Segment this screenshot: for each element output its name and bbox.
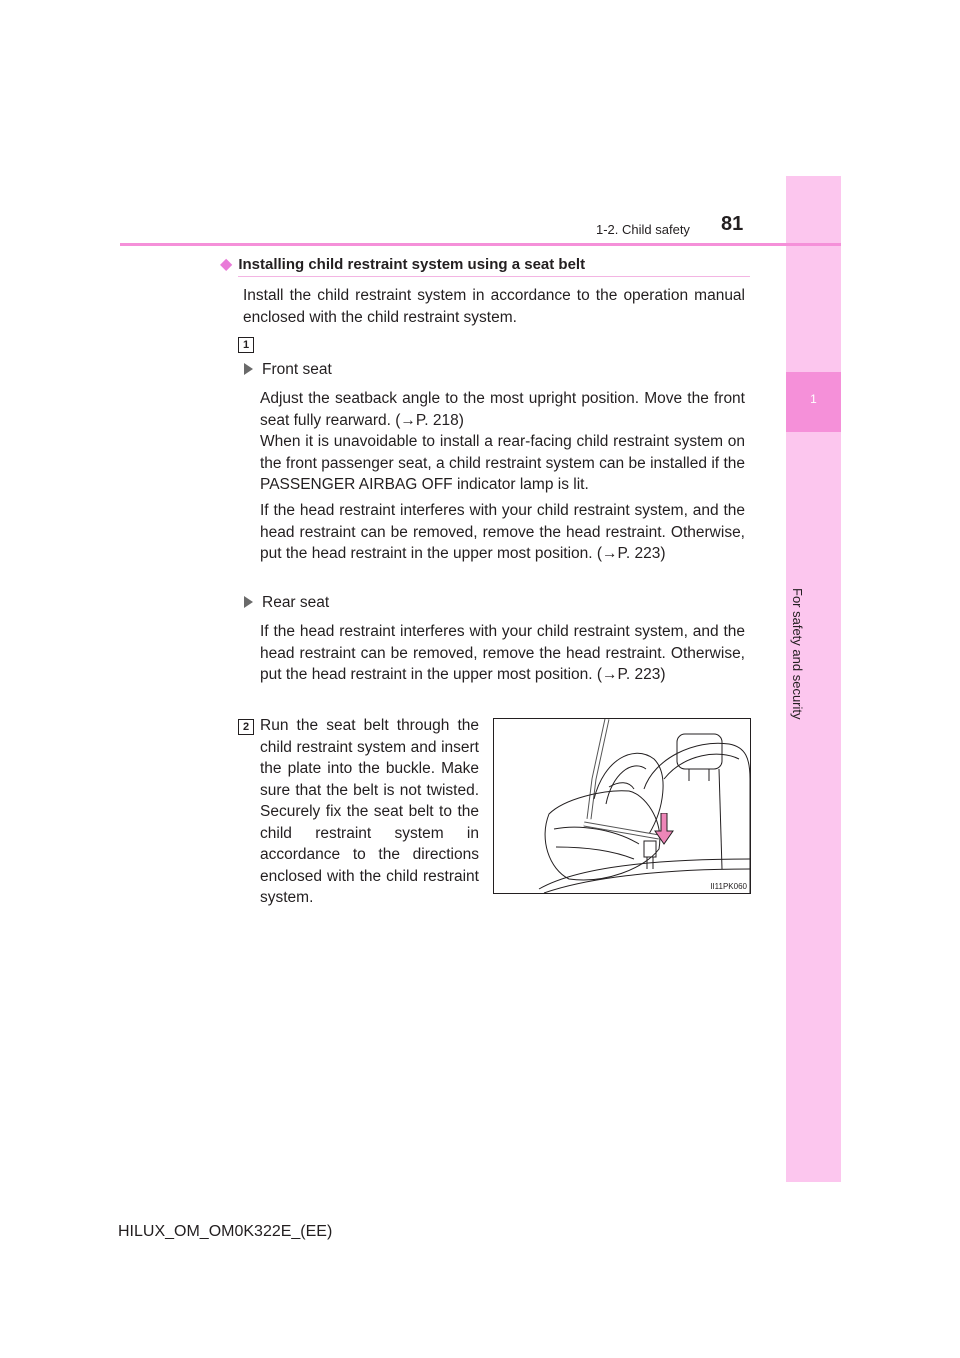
footer-document-code: HILUX_OM_OM0K322E_(EE) <box>118 1223 333 1240</box>
child-seat-drawing <box>494 719 750 893</box>
front-seat-paragraph-2: If the head restraint interferes with your child restraint system, and the head restraint can be removed, remove the head restraint. Otherwise, put the head restraint in the upper most position. (→P. 223) <box>260 502 745 562</box>
front-seat-paragraph-1b: When it is unavoidable to install a rear-facing child restraint system on the front passenger seat, a child restraint system can be installed if the PASSENGER AIRBAG OFF indicator lamp is lit. <box>260 433 745 493</box>
down-arrow-icon <box>654 813 674 845</box>
heading-underline <box>238 276 750 277</box>
intro-paragraph: Install the child restraint system in accordance to the operation manual enclosed with the child restraint system. <box>243 287 745 326</box>
rear-seat-label: Rear seat <box>262 594 330 611</box>
step-number-2: 2 <box>238 719 254 735</box>
chapter-number: 1 <box>810 392 817 406</box>
header-divider <box>120 243 841 246</box>
chapter-title: For safety and security <box>790 588 805 720</box>
diamond-icon: ◆ <box>220 256 233 273</box>
section-heading <box>220 254 585 274</box>
step-number-1: 1 <box>238 337 254 353</box>
header-section: 1-2. Child safety <box>596 222 690 237</box>
rear-seat-paragraph: If the head restraint interferes with your child restraint system, and the head restraint can be removed, remove the head restraint. Otherwise, put the head restraint in the upper most position. (→P. 223) <box>260 623 745 683</box>
bullet-rear-seat <box>244 594 329 612</box>
front-seat-paragraph-1a: Adjust the seatback angle to the most upright position. Move the front seat fully rearward. (→P. 218) <box>260 390 745 429</box>
child-seat-illustration <box>493 718 751 894</box>
triangle-bullet-icon <box>244 596 253 608</box>
step-2-paragraph: Run the seat belt through the child restraint system and insert the plate into the buckle. Make sure that the belt is not twisted. Securely fix the seat belt to the child restraint system in accordance to the directions enclosed with the child restraint system. <box>260 717 479 906</box>
page-number: 81 <box>721 213 744 235</box>
triangle-bullet-icon <box>244 363 253 375</box>
front-seat-label: Front seat <box>262 361 332 378</box>
bullet-front-seat <box>244 361 332 379</box>
section-heading-text: Installing child restraint system using a seat belt <box>238 256 586 273</box>
illustration-code: II11PK060 <box>710 882 747 891</box>
